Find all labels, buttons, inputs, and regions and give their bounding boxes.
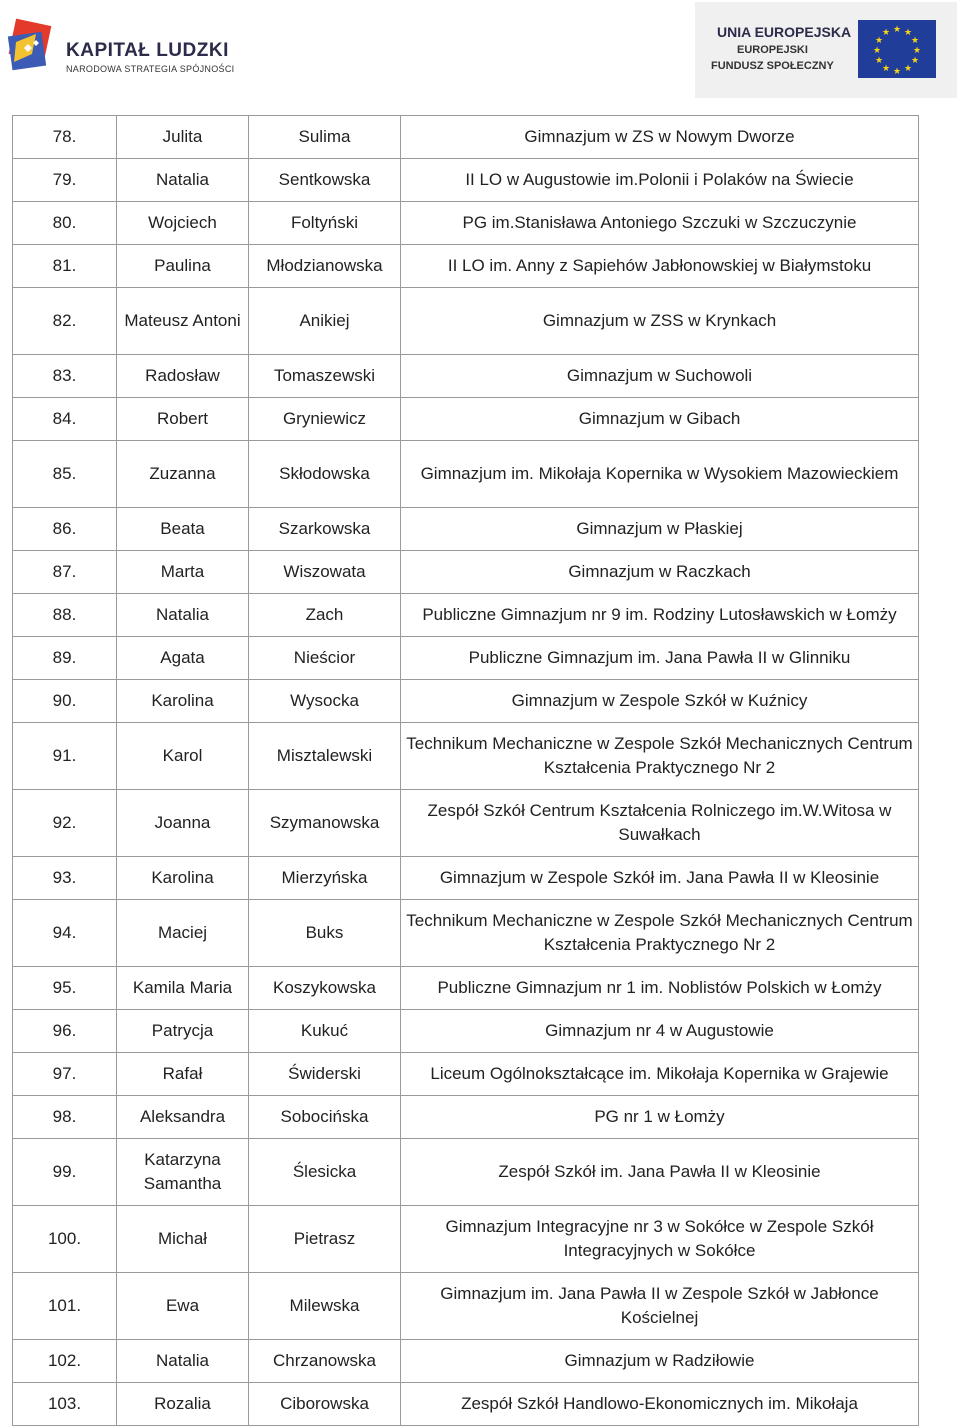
first-name-cell: Karolina [117,680,249,723]
eu-logo-line2: EUROPEJSKI [737,44,808,56]
school-cell: Gimnazjum w ZS w Nowym Dworze [401,116,919,159]
first-name-cell: Robert [117,398,249,441]
kapital-ludzki-logo [6,14,236,94]
first-name-cell: Karol [117,723,249,790]
table-row [13,508,919,551]
table-row [13,398,919,441]
svg-text:★: ★ [892,67,902,77]
first-name-cell: Rafał [117,1053,249,1096]
row-number: 79. [13,159,117,202]
school-cell: Technikum Mechaniczne w Zespole Szkół Mechanicznych Centrum Kształcenia Praktycznego Nr 2 [401,900,919,967]
row-number: 100. [13,1206,117,1273]
last-name-cell: Anikiej [249,288,401,355]
row-number: 83. [13,355,117,398]
school-cell: Technikum Mechaniczne w Zespole Szkół Mechanicznych Centrum Kształcenia Praktycznego Nr 2 [401,723,919,790]
table-row [13,441,919,508]
last-name-cell: Kukuć [249,1010,401,1053]
school-cell: Gimnazjum w Suchowoli [401,355,919,398]
row-number: 103. [13,1383,117,1426]
first-name-cell: Patrycja [117,1010,249,1053]
svg-text:★: ★ [874,36,884,46]
school-cell: Gimnazjum w Zespole Szkół im. Jana Pawła II w Kleosinie [401,857,919,900]
school-cell: Gimnazjum nr 4 w Augustowie [401,1010,919,1053]
last-name-cell: Chrzanowska [249,1340,401,1383]
row-number: 90. [13,680,117,723]
first-name-cell: Mateusz Antoni [117,288,249,355]
row-number: 95. [13,967,117,1010]
kapital-ludzki-subtitle: NARODOWA STRATEGIA SPÓJNOŚCI [66,64,235,74]
row-number: 92. [13,790,117,857]
table-row [13,1010,919,1053]
table-row [13,857,919,900]
page-header [0,0,960,108]
school-cell: Zespół Szkół Handlowo-Ekonomicznych im. Mikołaja [401,1383,919,1426]
last-name-cell: Milewska [249,1273,401,1340]
row-number: 93. [13,857,117,900]
row-number: 84. [13,398,117,441]
row-number: 88. [13,594,117,637]
table-row [13,1340,919,1383]
first-name-cell: Katarzyna Samantha [117,1139,249,1206]
row-number: 87. [13,551,117,594]
last-name-cell: Szarkowska [249,508,401,551]
row-number: 97. [13,1053,117,1096]
table-row [13,355,919,398]
last-name-cell: Skłodowska [249,441,401,508]
school-cell: Gimnazjum w Raczkach [401,551,919,594]
row-number: 94. [13,900,117,967]
table-row [13,1206,919,1273]
school-cell: Gimnazjum w Gibach [401,398,919,441]
table-row [13,967,919,1010]
school-cell: Zespół Szkół im. Jana Pawła II w Kleosinie [401,1139,919,1206]
svg-text:★: ★ [881,28,891,38]
table-row [13,594,919,637]
last-name-cell: Mierzyńska [249,857,401,900]
table-row [13,116,919,159]
table-row [13,202,919,245]
svg-text:★: ★ [910,56,920,66]
participants-table-body [13,116,919,1426]
first-name-cell: Julita [117,116,249,159]
row-number: 82. [13,288,117,355]
last-name-cell: Koszykowska [249,967,401,1010]
svg-text:★: ★ [912,46,922,56]
last-name-cell: Szymanowska [249,790,401,857]
eu-logo-line1: UNIA EUROPEJSKA [717,24,852,40]
table-row [13,1383,919,1426]
svg-text:★: ★ [881,64,891,74]
school-cell: Gimnazjum w Radziłowie [401,1340,919,1383]
last-name-cell: Nieścior [249,637,401,680]
last-name-cell: Foltyński [249,202,401,245]
first-name-cell: Michał [117,1206,249,1273]
school-cell: Zespół Szkół Centrum Kształcenia Rolniczego im.W.Witosa w Suwałkach [401,790,919,857]
school-cell: Gimnazjum w Płaskiej [401,508,919,551]
row-number: 98. [13,1096,117,1139]
row-number: 91. [13,723,117,790]
first-name-cell: Joanna [117,790,249,857]
row-number: 80. [13,202,117,245]
first-name-cell: Wojciech [117,202,249,245]
table-row [13,1273,919,1340]
first-name-cell: Rozalia [117,1383,249,1426]
participants-table [12,115,919,1426]
last-name-cell: Wiszowata [249,551,401,594]
row-number: 85. [13,441,117,508]
school-cell: PG im.Stanisława Antoniego Szczuki w Szczuczynie [401,202,919,245]
row-number: 81. [13,245,117,288]
last-name-cell: Ciborowska [249,1383,401,1426]
school-cell: Gimnazjum im. Jana Pawła II w Zespole Szkół w Jabłonce Kościelnej [401,1273,919,1340]
school-cell: II LO im. Anny z Sapiehów Jabłonowskiej w Białymstoku [401,245,919,288]
school-cell: PG nr 1 w Łomży [401,1096,919,1139]
last-name-cell: Zach [249,594,401,637]
school-cell: Publiczne Gimnazjum nr 9 im. Rodziny Lutosławskich w Łomży [401,594,919,637]
first-name-cell: Natalia [117,594,249,637]
first-name-cell: Natalia [117,159,249,202]
row-number: 96. [13,1010,117,1053]
first-name-cell: Ewa [117,1273,249,1340]
first-name-cell: Beata [117,508,249,551]
table-row [13,551,919,594]
school-cell: Gimnazjum w ZSS w Krynkach [401,288,919,355]
first-name-cell: Marta [117,551,249,594]
table-row [13,723,919,790]
row-number: 99. [13,1139,117,1206]
svg-text:★: ★ [903,64,913,74]
row-number: 89. [13,637,117,680]
row-number: 101. [13,1273,117,1340]
eu-flag-icon [858,20,936,78]
row-number: 86. [13,508,117,551]
school-cell: Liceum Ogólnokształcące im. Mikołaja Kopernika w Grajewie [401,1053,919,1096]
school-cell: II LO w Augustowie im.Polonii i Polaków na Świecie [401,159,919,202]
last-name-cell: Ślesicka [249,1139,401,1206]
last-name-cell: Młodzianowska [249,245,401,288]
last-name-cell: Gryniewicz [249,398,401,441]
table-row [13,159,919,202]
first-name-cell: Kamila Maria [117,967,249,1010]
first-name-cell: Maciej [117,900,249,967]
last-name-cell: Wysocka [249,680,401,723]
eu-logo-line3: FUNDUSZ SPOŁECZNY [711,60,834,72]
school-cell: Gimnazjum im. Mikołaja Kopernika w Wysokiem Mazowieckiem [401,441,919,508]
school-cell: Gimnazjum w Zespole Szkół w Kuźnicy [401,680,919,723]
last-name-cell: Misztalewski [249,723,401,790]
table-row [13,245,919,288]
first-name-cell: Aleksandra [117,1096,249,1139]
svg-text:★: ★ [910,36,920,46]
table-row [13,790,919,857]
row-number: 102. [13,1340,117,1383]
table-row [13,1139,919,1206]
table-row [13,900,919,967]
svg-text:★: ★ [874,56,884,66]
last-name-cell: Pietrasz [249,1206,401,1273]
school-cell: Publiczne Gimnazjum im. Jana Pawła II w Glinniku [401,637,919,680]
last-name-cell: Sobocińska [249,1096,401,1139]
last-name-cell: Świderski [249,1053,401,1096]
table-row [13,288,919,355]
first-name-cell: Paulina [117,245,249,288]
table-row [13,680,919,723]
eu-logo [695,2,957,98]
table-row [13,1053,919,1096]
school-cell: Publiczne Gimnazjum nr 1 im. Noblistów Polskich w Łomży [401,967,919,1010]
school-cell: Gimnazjum Integracyjne nr 3 w Sokółce w Zespole Szkół Integracyjnych w Sokółce [401,1206,919,1273]
last-name-cell: Buks [249,900,401,967]
svg-text:★: ★ [892,25,902,35]
first-name-cell: Agata [117,637,249,680]
first-name-cell: Zuzanna [117,441,249,508]
table-row [13,637,919,680]
svg-text:★: ★ [872,46,882,56]
first-name-cell: Karolina [117,857,249,900]
last-name-cell: Sulima [249,116,401,159]
last-name-cell: Tomaszewski [249,355,401,398]
last-name-cell: Sentkowska [249,159,401,202]
table-row [13,1096,919,1139]
kapital-ludzki-emblem-icon [6,14,58,84]
row-number: 78. [13,116,117,159]
first-name-cell: Natalia [117,1340,249,1383]
kapital-ludzki-title: KAPITAŁ LUDZKI [66,40,229,61]
svg-text:★: ★ [903,28,913,38]
first-name-cell: Radosław [117,355,249,398]
